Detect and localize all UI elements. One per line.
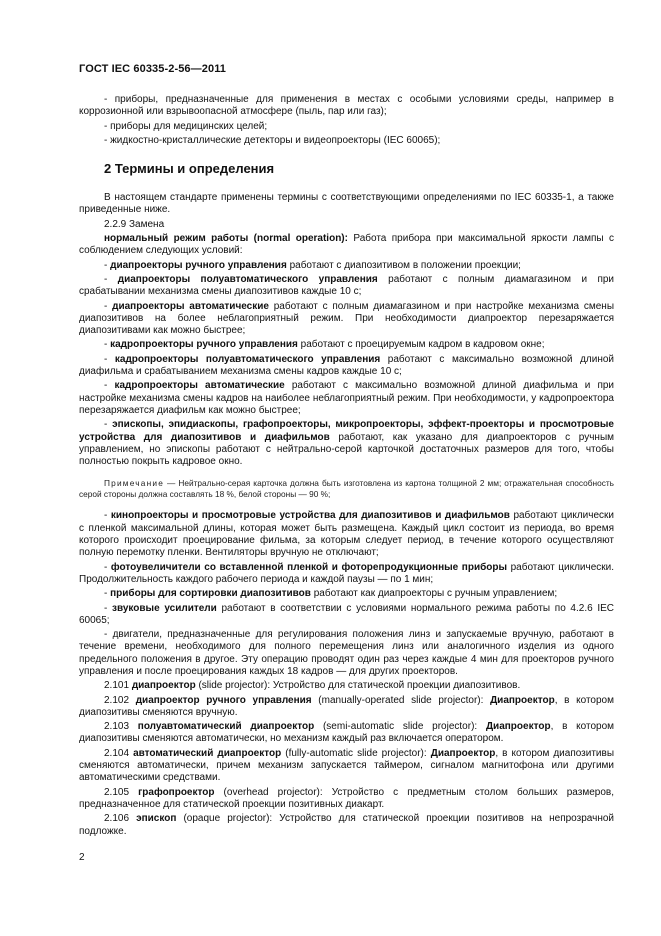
note-text: — Нейтрально-серая карточка должна быть изготовлена из картона толщиной 2 мм; отражательная способность серой стороны должна составлять 18 %, белой стороны — 90 %; bbox=[79, 478, 614, 500]
list-term: приборы для сортировки диапозитивов bbox=[110, 588, 311, 600]
definition-ref-term: Диапроектор bbox=[430, 747, 496, 759]
definition-item bbox=[79, 787, 614, 812]
list-item bbox=[79, 301, 614, 338]
intro-item: - жидкостно-кристаллические детекторы и видеопроекторы (IEC 60065); bbox=[104, 134, 441, 146]
list-item bbox=[79, 510, 614, 559]
list-item bbox=[79, 260, 614, 272]
list-bullet: - bbox=[104, 353, 115, 365]
normal-operation-definition bbox=[79, 233, 614, 258]
definition-number: 2.105 bbox=[104, 786, 130, 798]
definition-item bbox=[79, 695, 614, 720]
list-text: работают с максимально возможной длиной диафильма и при настройке механизма смены кадров на наиболее неблагоприятный режим. При необходимости, у кадропроектора перезаряжается диафильм как можно быстрее; bbox=[79, 380, 615, 416]
list-text: работают как диапроекторы с ручным управлением; bbox=[310, 588, 558, 600]
operation-conditions-list-2 bbox=[79, 510, 614, 678]
list-text: работают с полным диамагазином и при настройке механизма смены диапозитивов на более неблагоприятный режим. При необходимости диапроектор перезаряжается диапозитивами как можно быстрее; bbox=[79, 300, 615, 337]
list-term: кадропроекторы полуавтоматического управления bbox=[114, 353, 381, 365]
definition-ref-text: , в котором диапозитивы сменяются вручную. bbox=[79, 694, 614, 718]
list-item bbox=[79, 562, 614, 587]
list-term: кадропроекторы автоматические bbox=[114, 380, 285, 392]
list-bullet: - bbox=[104, 273, 118, 285]
definition-term: диапроектор bbox=[131, 680, 196, 692]
list-item bbox=[79, 419, 614, 468]
definition-number: 2.104 bbox=[104, 747, 130, 759]
definitions-list bbox=[79, 680, 614, 838]
list-text: работают, как указано для диапроекторов с ручным управлением, но эпископы работают с нейтрально-серой карточкой достаточных размеров для того, чтобы полностью покрыть кадровое окно. bbox=[79, 431, 615, 468]
list-text: работают с полным диамагазином и при срабатывании механизма смены диапозитивов каждые 10 с; bbox=[79, 273, 615, 298]
page-number: 2 bbox=[79, 852, 85, 863]
definition-text: Устройство для статической проекции диапозитивов. bbox=[270, 680, 521, 692]
list-bullet: - bbox=[104, 300, 113, 312]
definition-term: автоматический диапроектор bbox=[133, 747, 282, 759]
definition-ref-term: Диапроектор bbox=[485, 721, 551, 733]
section-heading: 2 Термины и определения bbox=[104, 161, 275, 177]
list-item bbox=[79, 588, 614, 600]
list-term: диапроекторы автоматические bbox=[112, 300, 269, 312]
note-label: Примечание bbox=[104, 478, 165, 489]
list-bullet: - bbox=[104, 588, 111, 600]
definition-term: эпископ bbox=[136, 813, 177, 825]
definition-term: нормальный режим работы (normal operation): bbox=[104, 233, 348, 245]
definition-number: 2.102 bbox=[104, 694, 130, 706]
document-header: ГОСТ IEC 60335-2-56—2011 bbox=[79, 63, 227, 75]
list-text: работают циклически. Продолжительность каждого рабочего периода и каждой паузы — по 1 мин; bbox=[79, 561, 615, 585]
definition-english: (slide projector): bbox=[195, 680, 271, 692]
list-bullet: - bbox=[104, 259, 111, 271]
list-term: эпископы, эпидиаскопы, графопроекторы, микропроекторы, эффект-проекторы и просмотровые устройства для диапозитивов и диафильмов bbox=[79, 419, 614, 443]
definition-english: (semi-automatic slide projector): bbox=[314, 721, 478, 733]
definition-english: (fully-automatic slide projector): bbox=[281, 747, 427, 759]
list-bullet: - bbox=[104, 602, 112, 614]
list-text: работают с проецируемым кадром в кадровом окне; bbox=[297, 339, 545, 351]
definition-text: Устройство с предметным столом больших размеров, предназначенное для статической проекции позитивных диакарт. bbox=[79, 786, 614, 810]
list-bullet: - bbox=[104, 419, 113, 431]
list-bullet: - bbox=[104, 510, 111, 522]
list-term: кинопроекторы и просмотровые устройства для диапозитивов и диафильмов bbox=[110, 510, 510, 522]
definition-english: (opaque projector): bbox=[176, 813, 273, 825]
list-term: фотоувеличители со вставленной пленкой и фоторепродукционные приборы bbox=[110, 561, 508, 573]
definition-text bbox=[477, 721, 486, 732]
list-term: звуковые усилители bbox=[112, 602, 217, 614]
list-term: кадропроекторы ручного управления bbox=[110, 339, 298, 351]
list-bullet: - bbox=[104, 339, 111, 351]
list-text: работают в соответствии с условиями нормального режима работы по 4.2.6 IEC 60065; bbox=[79, 602, 614, 626]
list-item bbox=[79, 274, 614, 299]
definition-item bbox=[79, 748, 614, 785]
section-intro: В настоящем стандарте применены термины с соответствующими определениями по IEC 60335-1, а также приведенные ниже. bbox=[79, 192, 614, 216]
definition-term: полуавтоматический диапроектор bbox=[137, 721, 315, 733]
definition-text: Устройство для статической проекции позитивов на непрозрачной подложке. bbox=[79, 813, 614, 837]
operation-conditions-list bbox=[79, 260, 614, 469]
list-item bbox=[79, 380, 614, 417]
list-item bbox=[79, 629, 614, 678]
definition-term: диапроектор ручного управления bbox=[135, 694, 312, 706]
definition-english: (manually-operated slide projector): bbox=[311, 694, 484, 706]
intro-item: - приборы, предназначенные для применения в местах с особыми условиями среды, например в коррозионной или взрывоопасной атмосфере (пыль, пар или газ); bbox=[79, 94, 614, 118]
definition-ref-text: , в котором диапозитивы сменяются автоматически, но механизм каждый раз включается оператором. bbox=[79, 721, 615, 745]
list-term: диапроекторы полуавтоматического управления bbox=[117, 273, 378, 285]
document-body bbox=[79, 94, 614, 840]
list-text: - двигатели, предназначенные для регулирования положения линз и запускаемые вручную, работают в течение времени, необходимого для полного перемещения линз или аналогичного изделия из одного предельного положения в другое. Эту операцию проводят один раз через каждые 4 мин для проекторов ручного управления и после проецирования каждых 18 кадров — для других проекторов. bbox=[79, 629, 614, 677]
list-term: диапроекторы ручного управления bbox=[110, 259, 287, 271]
clause-2-2-9: 2.2.9 Замена bbox=[104, 218, 165, 230]
list-text: работают с максимально возможной длиной диафильма и срабатыванием механизма смены кадров каждые 10 с; bbox=[79, 353, 614, 378]
note bbox=[79, 478, 614, 500]
definition-number: 2.103 bbox=[104, 721, 130, 733]
list-item bbox=[79, 603, 614, 628]
definition-ref-term: Диапроектор bbox=[490, 694, 555, 706]
list-item bbox=[79, 354, 614, 379]
definition-item bbox=[79, 813, 614, 838]
intro-item: - приборы для медицинских целей; bbox=[104, 120, 268, 132]
definition-term: графопроектор bbox=[138, 786, 215, 798]
list-text: работают циклически с пленкой максимальной длины, которая может быть размещена. Каждый цикл состоит из периода, во время которого происходит проецирование фильма, за которым следует период, в течение которого осуществляют полную перемотку пленки. Вентиляторы вручную не отключают; bbox=[79, 510, 615, 559]
definition-item bbox=[79, 680, 614, 692]
list-text: работают с диапозитивом в положении проекции; bbox=[286, 259, 521, 271]
list-bullet: - bbox=[104, 561, 111, 573]
list-bullet: - bbox=[104, 380, 115, 392]
definition-text: Работа прибора при максимальной яркости лампы с соблюдением следующих условий: bbox=[79, 233, 614, 257]
definition-number: 2.101 bbox=[104, 680, 130, 692]
definition-number: 2.106 bbox=[104, 813, 130, 825]
definition-english: (overhead projector): bbox=[214, 786, 323, 798]
list-item bbox=[79, 339, 614, 351]
definition-ref-text: , в котором диапозитивы сменяются автоматически, причем механизм запускается таймером, сигналом магнитофона или другими автоматическими средствами. bbox=[79, 747, 615, 784]
definition-item bbox=[79, 721, 614, 746]
